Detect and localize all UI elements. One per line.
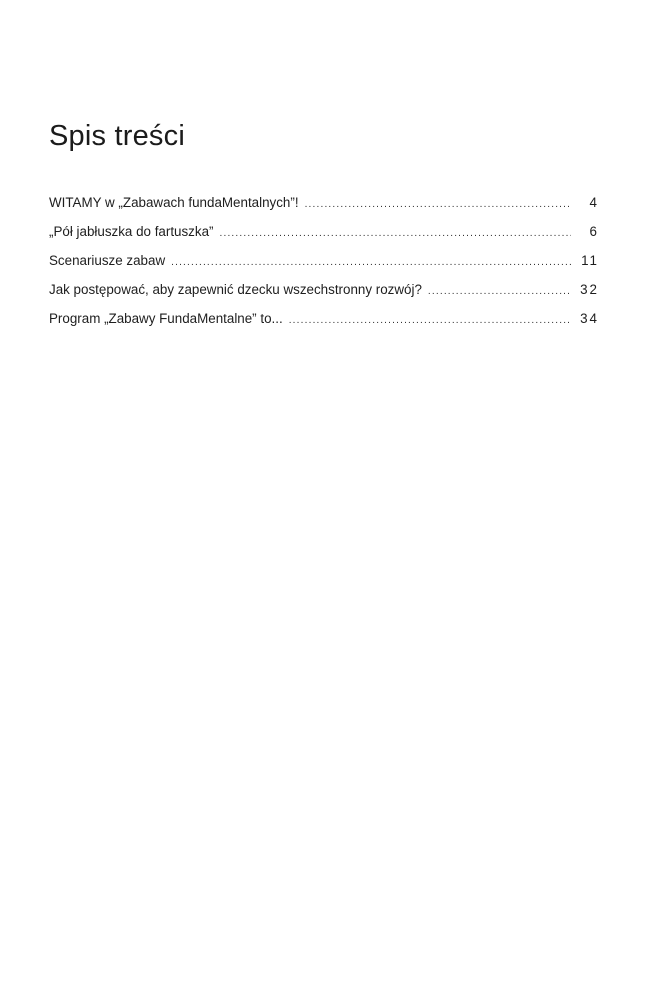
- toc-entry-page-number: 4: [589, 195, 599, 210]
- toc-entry-page-number: 32: [580, 282, 599, 297]
- toc-entry-jak-postepowac: [49, 280, 597, 309]
- dot-leader: [428, 282, 571, 302]
- toc-entry-page-number: 6: [589, 224, 599, 239]
- toc-entry-label: „Pół jabłuszka do fartuszka”: [49, 224, 214, 239]
- toc-entry-page-number: 34: [580, 311, 599, 326]
- dot-leader: [171, 253, 571, 273]
- dot-leader: [305, 195, 571, 215]
- table-of-contents: [49, 193, 597, 338]
- toc-entry-scenariusze: [49, 251, 597, 280]
- dot-leader: [219, 224, 571, 244]
- toc-entry-label: Scenariusze zabaw: [49, 253, 166, 268]
- toc-entry-page-number: 11: [581, 253, 599, 268]
- toc-entry-witamy: [49, 193, 597, 222]
- toc-entry-label: Jak postępować, aby zapewnić dzecku wszechstronny rozwój?: [49, 282, 422, 297]
- toc-entry-label: WITAMY w „Zabawach fundaMentalnych”!: [49, 195, 299, 210]
- toc-entry-program: [49, 309, 597, 338]
- dot-leader: [289, 311, 571, 331]
- toc-entry-pol-jabluszka: [49, 222, 597, 251]
- toc-entry-label: Program „Zabawy FundaMentalne” to...: [49, 311, 283, 326]
- page-title: Spis treści: [49, 120, 185, 152]
